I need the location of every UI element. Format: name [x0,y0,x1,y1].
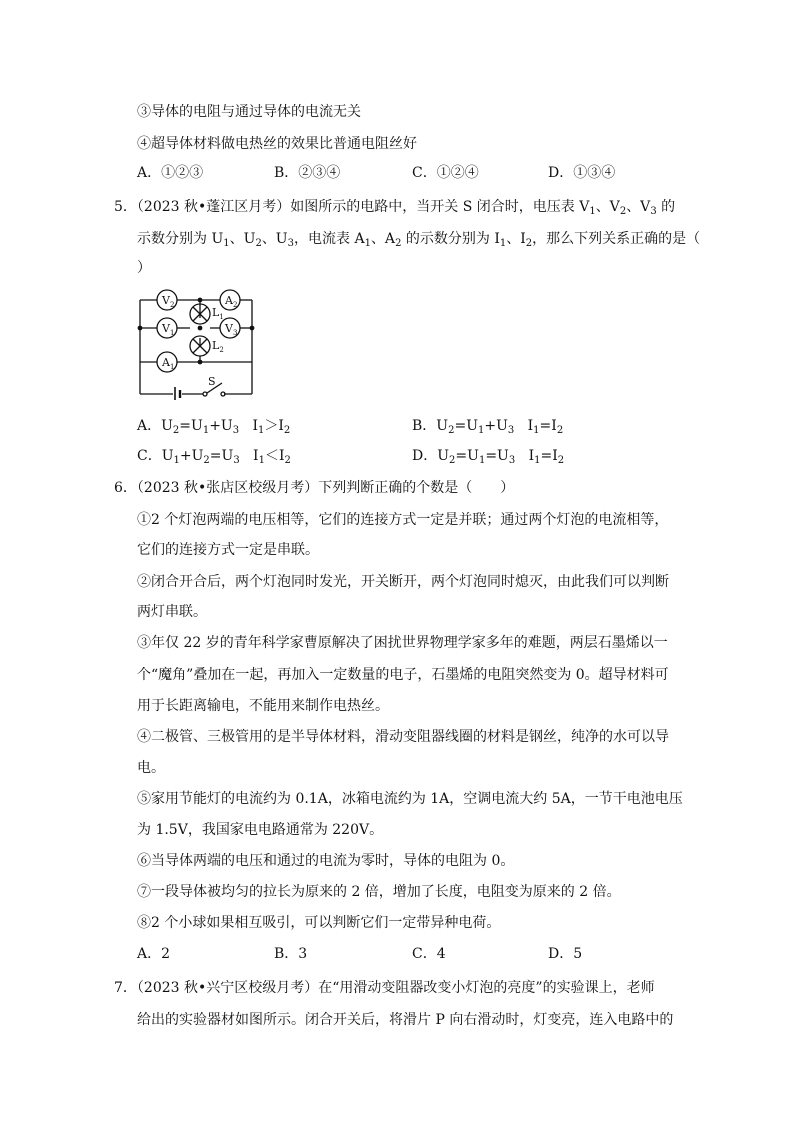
prev-option-b: B．②③④ [274,165,341,181]
q5-option-b: B．$U_2=U_1+U_3$ $I_1=I_2$ [412,418,564,436]
q6-statement-line: ⑤家用节能灯的电流约为 0.1A，冰箱电流约为 1A，空调电流大约 5A，一节干电池电压 [137,791,683,807]
q6-statement-line: 它们的连接方式一定是串联。 [137,542,319,558]
svg-text:V1: $V_1$ [162,322,175,337]
q5-line-3: ） [137,260,151,276]
q6-statement-line: 用于长距离输电，不能用来制作电热丝。 [137,698,389,714]
svg-text:L2: $L_2$ [212,339,224,354]
q6-stem: 6．（2023 秋•张店区校级月考）下列判断正确的个数是（ ） [114,480,515,496]
q6-statement-line: ⑥当导体两端的电压和通过的电流为零时，导体的电阻为 0。 [137,853,515,869]
svg-text:V3: $V_3$ [225,322,238,337]
q6-statement-line: ④二极管、三极管用的是半导体材料，滑动变阻器线圈的材料是钢丝，纯净的水可以导 [137,729,669,745]
q6-statement-line: ⑧2 个小球如果相互吸引，可以判断它们一定带异种电荷。 [137,915,501,931]
q5-line-1: 5．（2023 秋•蓬江区月考）如图所示的电路中，当开关 S 闭合时，电压表 $V_1$、$V_2$、$V_3$ 的 [114,199,676,217]
q5-line-2: 示数分别为 $U_1$、$U_2$、$U_3$，电流表 $A_1$、$A_2$ 的示数分别为 $I_1$、$I_2$，那么下列关系正确的是（ [137,231,701,249]
svg-text:A2: $A_2$ [225,294,238,309]
q6-statement-line: 两灯串联。 [137,604,207,620]
q6-statement-line: ②闭合开合后，两个灯泡同时发光，开关断开，两个灯泡同时熄灭，由此我们可以判断 [137,574,669,590]
q6-option-d: D．5 [548,946,583,962]
svg-text:A1: $A_1$ [162,356,175,371]
svg-text:S: S [208,375,216,388]
q5-option-a: A．$U_2=U_1+U_3$ $I_1>I_2$ [137,418,291,436]
q6-option-b: B．3 [274,946,308,962]
q7-line-2: 给出的实验器材如图所示。闭合开关后，将滑片 P 向右滑动时，灯变亮，连入电路中的 [137,1012,674,1028]
q5-number: 5． [114,199,137,215]
q6-statement-line: 为 1.5V，我国家电电路通常为 220V。 [137,822,384,838]
q6-statement-line: ③年仅 22 岁的青年科学家曹原解决了困扰世界物理学家多年的难题，两层石墨烯以一 [137,635,668,651]
svg-text:V2: $V_2$ [162,294,175,309]
prev-statement-3: ③导体的电阻与通过导体的电流无关 [137,104,361,120]
prev-option-c: C．①②④ [412,165,479,181]
q7-line-1: 7．（2023 秋•兴宁区校级月考）在“用滑动变阻器改变小灯泡的亮度”的实验课上，老师 [114,980,655,996]
q6-statement-line: ⑦一段导体被均匀的拉长为原来的 2 倍，增加了长度，电阻变为原来的 2 倍。 [137,884,621,900]
prev-option-d: D．①③④ [548,165,616,181]
q6-statement-line: 电。 [137,760,165,776]
q6-statement-line: ①2 个灯泡两端的电压相等，它们的连接方式一定是并联；通过两个灯泡的电流相等， [137,512,669,528]
q6-number: 6． [114,480,137,496]
q5-circuit-diagram [130,286,265,400]
prev-statement-4: ④超导体材料做电热丝的效果比普通电阻丝好 [137,136,417,152]
q6-option-a: A．2 [137,946,171,962]
svg-text:L1: $L_1$ [212,306,224,321]
q6-option-c: C．4 [412,946,446,962]
q5-option-c: C．$U_1+U_2=U_3$ $I_1<I_2$ [137,448,291,466]
q6-statement-line: 个“魔角”叠加在一起，再加入一定数量的电子，石墨烯的电阻突然变为 0。超导材料可 [137,667,669,683]
q5-option-d: D．$U_2=U_1=U_3$ $I_1=I_2$ [412,448,565,466]
prev-option-a: A．①②③ [137,165,204,181]
q7-number: 7． [114,980,137,996]
